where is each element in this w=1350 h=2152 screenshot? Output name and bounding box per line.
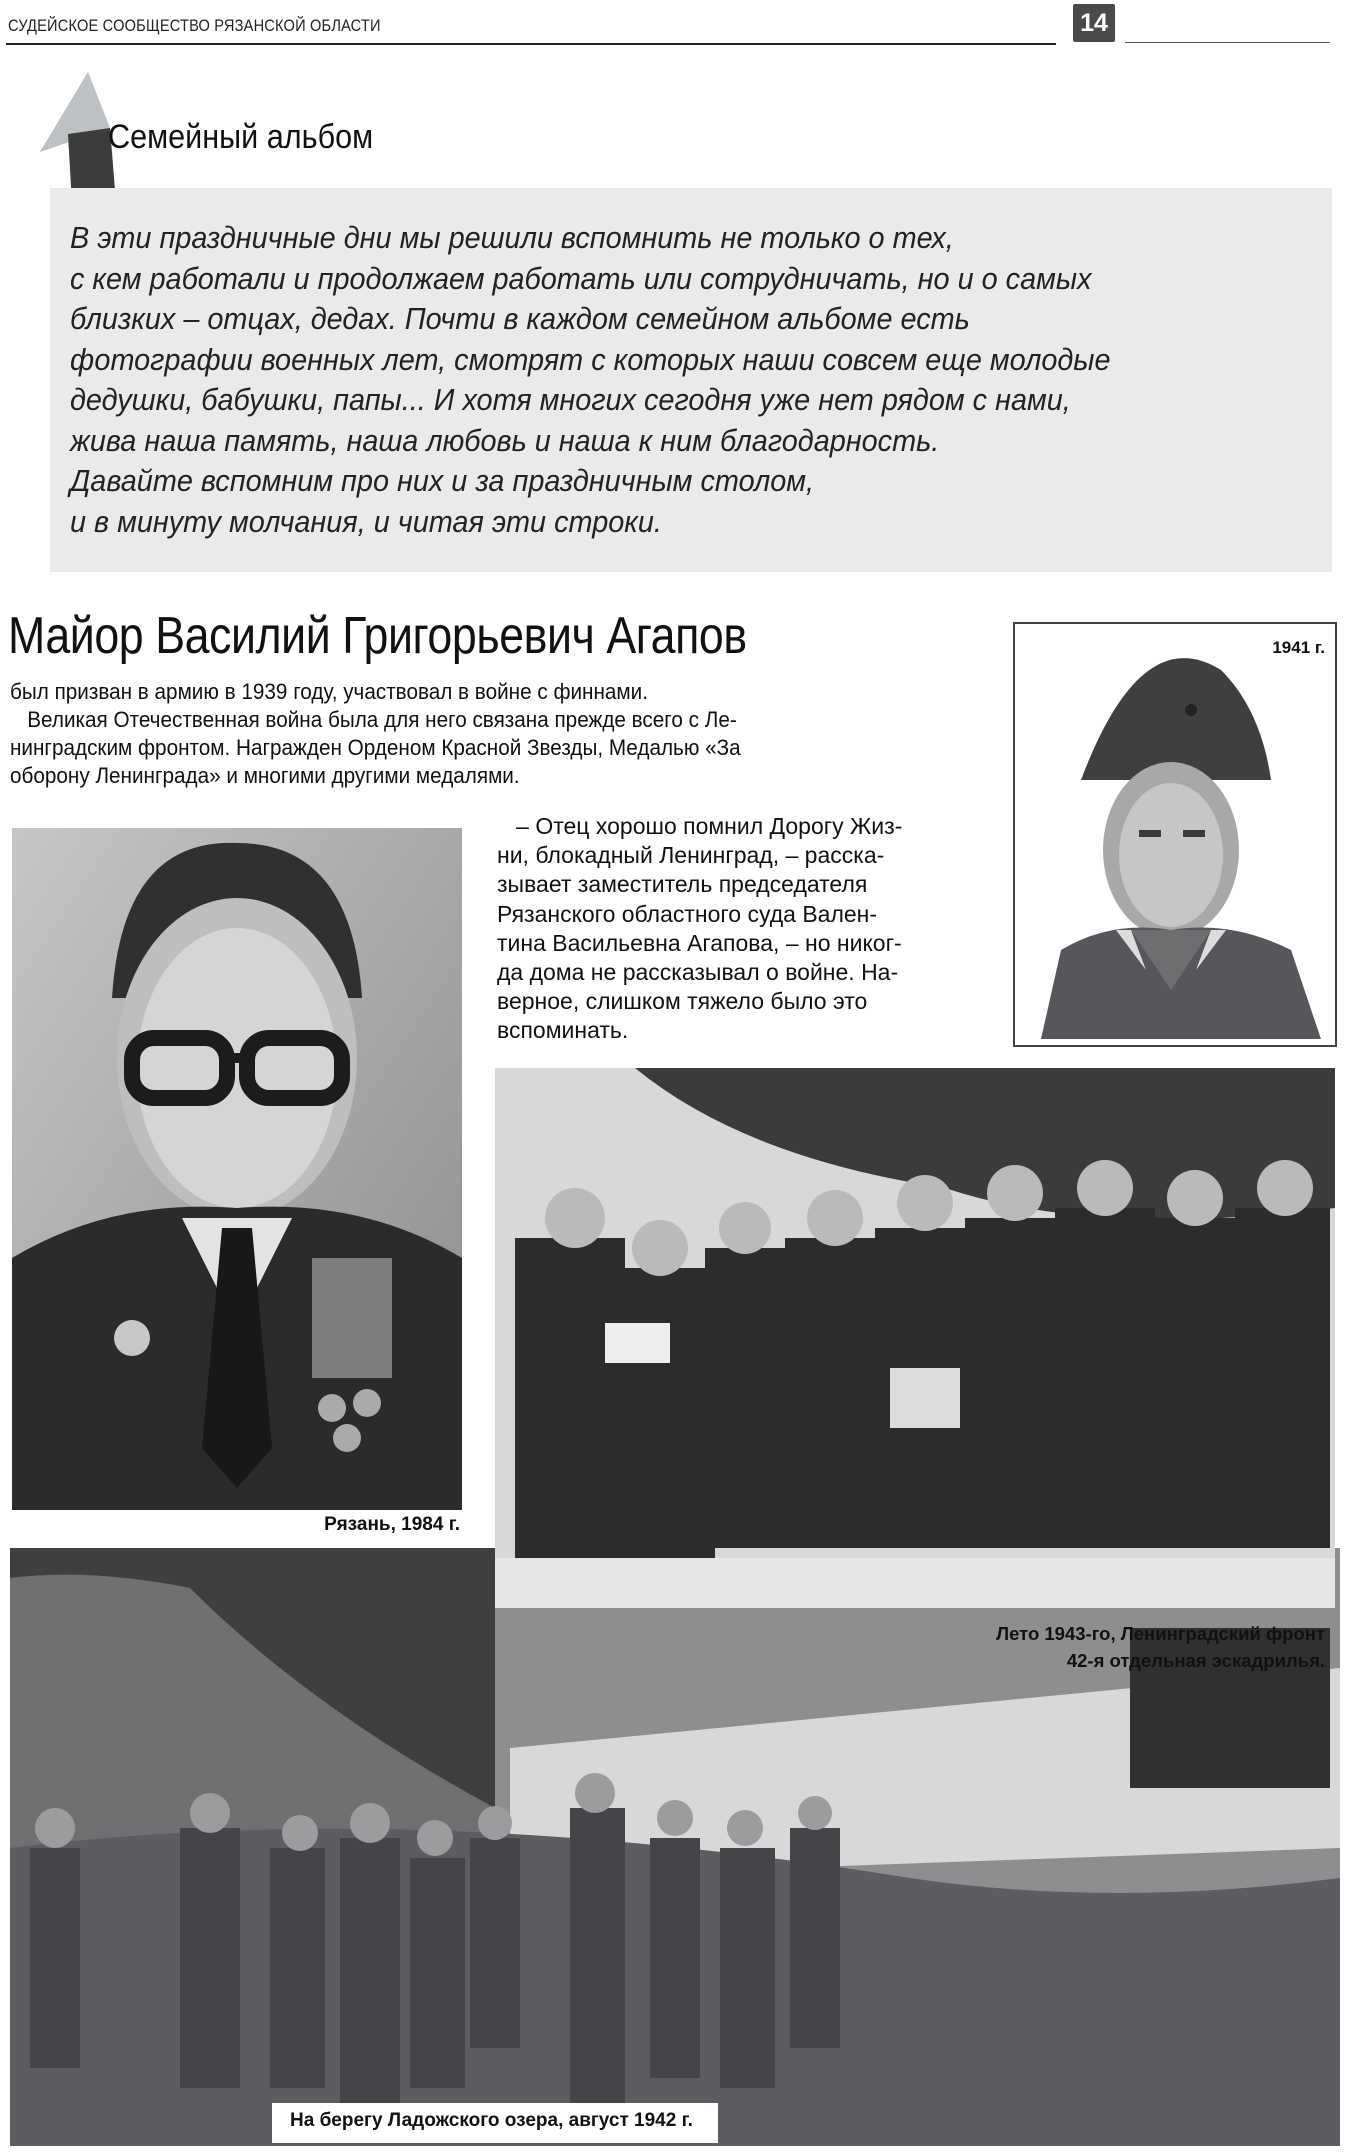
photo-1941-portrait (1013, 622, 1337, 1047)
quote-line: да дома не рассказывал о войне. На- (497, 959, 899, 986)
photo-caption-block (860, 1620, 1325, 1674)
section-title: Семейный альбом (108, 118, 374, 156)
intro-line: В эти праздничные дни мы решили вспомнить не только о тех, (70, 220, 954, 255)
article-bio (10, 678, 1000, 790)
bio-line: Великая Отечественная война была для него связана прежде всего с Ле- (10, 707, 737, 732)
photo-portrait-1984 (12, 828, 462, 1510)
intro-line: и в минуту молчания, и читая эти строки. (70, 503, 662, 539)
photo-caption: Лето 1943-го, Ленинградский фронт (996, 1623, 1325, 1644)
squadron-group-image (495, 1068, 1335, 1608)
article-quote (497, 812, 967, 1046)
quote-line: Рязанского областного суда Вален- (497, 900, 878, 927)
intro-text (70, 218, 1330, 542)
quote-line: вспоминать. (497, 1017, 629, 1044)
photo-caption: 1941 г. (1272, 638, 1325, 657)
photo-squadron-1943 (495, 1068, 1335, 1608)
quote-line: ни, блокадный Ленинград, – расска- (497, 842, 885, 869)
intro-line: дедушки, бабушки, папы... И хотя многих сегодня уже нет рядом с нами, (70, 382, 1071, 417)
intro-line: фотографии военных лет, смотрят с которых наши совсем еще молодые (70, 341, 1111, 377)
running-head: СУДЕЙСКОЕ СООБЩЕСТВО РЯЗАНСКОЙ ОБЛАСТИ (8, 16, 381, 35)
quote-line: зывает заместитель председателя (497, 871, 868, 898)
header-rule (6, 43, 1056, 45)
quote-line: верное, слишком тяжело было это (497, 988, 868, 1015)
quote-line: – Отец хорошо помнил Дорогу Жиз- (497, 813, 903, 839)
intro-line: с кем работали и продолжаем работать или сотрудничать, но и о самых (70, 260, 1092, 296)
article-headline: Майор Василий Григорьевич Агапов (8, 607, 747, 665)
bio-line: нинградским фронтом. Награжден Орденом Красной Звезды, Медалью «За (10, 735, 741, 760)
quote-line: тина Васильевна Агапова, – но никог- (497, 929, 902, 956)
man-portrait-image (12, 828, 462, 1510)
bio-line: был призван в армию в 1939 году, участвовал в войне с финнами. (10, 679, 648, 704)
intro-line: близких – отцах, дедах. Почти в каждом семейном альбоме есть (70, 301, 970, 336)
photo-caption: Рязань, 1984 г. (324, 1514, 460, 1535)
soldier-portrait-image (1021, 630, 1329, 1039)
page-number-badge: 14 (1073, 4, 1115, 42)
intro-line: Давайте вспомним про них и за праздничным столом, (70, 463, 815, 498)
intro-line: жива наша память, наша любовь и наша к ним благодарность. (70, 422, 940, 458)
header-rule-right (1125, 42, 1330, 43)
photo-caption: 42-я отдельная эскадрилья. (1066, 1650, 1325, 1671)
photo-caption: На берегу Ладожского озера, август 1942 г. (290, 2110, 693, 2131)
bio-line: оборону Ленинграда» и многими другими медалями. (10, 763, 520, 788)
